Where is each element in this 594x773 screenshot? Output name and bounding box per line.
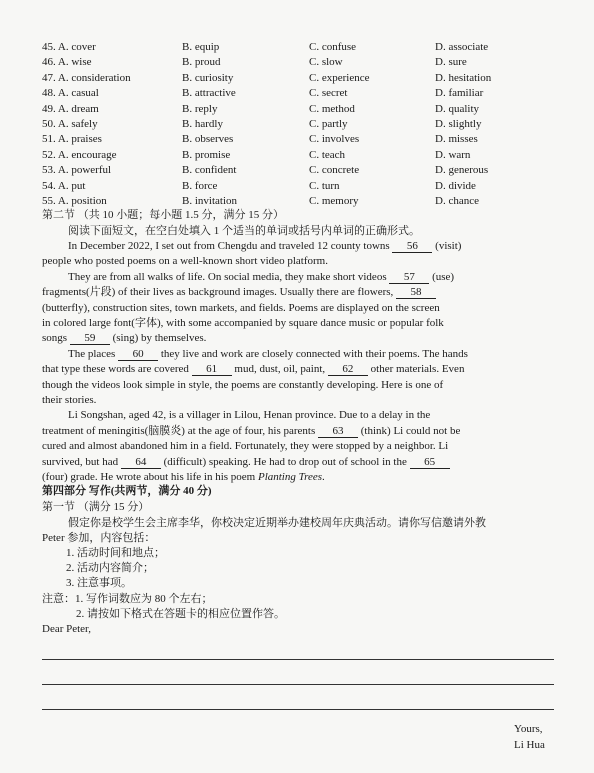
- passage-line: Li Songshan, aged 42, is a villager in Lilou, Henan province. Due to a delay in the: [68, 409, 431, 422]
- blank-63[interactable]: 63: [318, 425, 358, 438]
- choice-option: B. observes: [182, 133, 234, 146]
- choice-option: D. slightly: [435, 117, 482, 130]
- choice-option: D. quality: [435, 102, 479, 115]
- choice-row-55: [42, 194, 582, 209]
- answer-line[interactable]: [42, 684, 554, 685]
- note-line: 注意：1. 写作词数应为 80 个左右；: [42, 593, 213, 605]
- choice-option: C. experience: [309, 71, 370, 84]
- choice-option: C. partly: [309, 117, 348, 130]
- passage-line: [42, 347, 554, 362]
- poem-title: Planting Trees: [257, 471, 323, 484]
- text-run: (four) grade. He wrote about his life in his poem: [42, 471, 258, 484]
- choice-option: B. attractive: [182, 87, 236, 100]
- blank-60[interactable]: 60: [118, 348, 158, 361]
- text-run: survived, but had: [42, 455, 121, 468]
- text-run: (visit): [432, 240, 462, 252]
- passage-line: [42, 455, 554, 470]
- passage-line: in colored large font(字体), with some accompanied by square dance music or popular folk: [42, 317, 444, 330]
- passage-line: [42, 270, 554, 285]
- letter-closing: Yours,: [514, 723, 543, 735]
- passage-line: [42, 239, 554, 254]
- text-run: They are from all walks of life. On social media, they make short videos: [68, 270, 390, 283]
- blank-61[interactable]: 61: [192, 363, 232, 376]
- text-run: (think) Li could not be: [358, 424, 461, 437]
- section2-instruction: 阅读下面短文，在空白处填入 1 个适当的单词或括号内单词的正确形式。: [68, 225, 420, 237]
- choice-option: D. chance: [435, 194, 479, 207]
- choice-option: 49. A. dream: [42, 102, 99, 115]
- choice-option: B. equip: [182, 41, 220, 53]
- answer-line[interactable]: [42, 659, 554, 660]
- choice-option: B. reply: [182, 102, 218, 115]
- blank-57[interactable]: 57: [389, 271, 429, 284]
- blank-58[interactable]: 58: [396, 286, 436, 299]
- choice-option: 55. A. position: [42, 194, 107, 207]
- letter-signature: Li Hua: [514, 739, 545, 751]
- passage-line: cured and almost abandoned him in a field. Fortunately, they were stopped by a neighbor. Li: [42, 440, 449, 453]
- text-run: mud, dust, oil, paint,: [231, 363, 328, 376]
- text-run: .: [322, 471, 325, 484]
- text-run: (difficult) speaking. He had to drop out of school in the: [160, 455, 410, 468]
- passage-line: [42, 362, 554, 377]
- text-run: songs: [42, 332, 70, 345]
- note-line: 2. 请按如下格式在答题卡的相应位置作答。: [76, 608, 285, 620]
- passage-line: (butterfly), construction sites, town markets, and fields. Poems are displayed on the screen: [42, 301, 440, 314]
- choice-option: B. proud: [182, 56, 221, 69]
- choice-option: 45. A. cover: [42, 41, 96, 53]
- choice-row-53: [42, 163, 582, 178]
- choice-table: [42, 40, 582, 209]
- choice-option: D. sure: [435, 56, 467, 69]
- choice-row-48: [42, 86, 582, 101]
- text-run: that type these words are covered: [42, 363, 192, 376]
- passage-line: [42, 331, 554, 346]
- blank-59[interactable]: 59: [70, 332, 110, 345]
- choice-row-47: [42, 71, 582, 86]
- text-run: (sing) by themselves.: [109, 332, 207, 345]
- answer-line[interactable]: [42, 709, 554, 710]
- choice-option: B. curiosity: [182, 71, 234, 84]
- choice-row-50: [42, 117, 582, 132]
- choice-option: D. generous: [435, 164, 489, 177]
- text-run: treatment of meningitis(脑膜炎) at the age of four, his parents: [42, 424, 319, 437]
- choice-option: C. method: [309, 102, 355, 115]
- section2-heading: 第二节 （共 10 小题；每小题 1.5 分，满分 15 分）: [42, 209, 284, 221]
- task-item: 1. 活动时间和地点；: [66, 547, 165, 559]
- passage-line: [42, 285, 554, 300]
- choice-row-51: [42, 132, 582, 147]
- blank-65[interactable]: 65: [410, 456, 450, 469]
- choice-option: B. promise: [182, 148, 231, 161]
- text-run: (use): [429, 270, 455, 283]
- choice-option: C. slow: [309, 56, 343, 69]
- passage-line: [42, 424, 554, 439]
- text-run: The places: [68, 347, 119, 360]
- blank-56[interactable]: 56: [392, 240, 432, 253]
- passage-line: though the videos look simple in style, the poems are constantly developing. Here is one of: [42, 378, 444, 391]
- choice-option: C. involves: [309, 133, 360, 146]
- passage-line: people who posted poems on a well-known short video platform.: [42, 255, 328, 268]
- choice-row-54: [42, 179, 582, 194]
- text-run: In December 2022, I set out from Chengdu and traveled 12 county towns: [68, 240, 393, 252]
- choice-option: C. turn: [309, 179, 340, 192]
- text-run: other materials. Even: [367, 363, 465, 376]
- choice-option: D. associate: [435, 41, 489, 53]
- passage-line: their stories.: [42, 394, 97, 407]
- part4-section1-heading: 第一节 （满分 15 分）: [42, 501, 150, 513]
- text-run: they live and work are closely connected with their poems. The hands: [158, 347, 468, 360]
- choice-option: 52. A. encourage: [42, 148, 117, 161]
- choice-row-49: [42, 102, 582, 117]
- passage: [42, 239, 554, 486]
- letter-greeting: Dear Peter,: [42, 623, 92, 635]
- task-item: 2. 活动内容简介；: [66, 562, 154, 574]
- part4-heading: 第四部分 写作(共两节，满分 40 分): [42, 485, 212, 497]
- choice-option: D. divide: [435, 179, 476, 192]
- choice-option: D. misses: [435, 133, 478, 146]
- choice-option: 47. A. consideration: [42, 71, 131, 84]
- choice-option: D. warn: [435, 148, 471, 161]
- task-line: 假定你是校学生会主席李华，你校决定近期举办建校周年庆典活动。请你写信邀请外教: [68, 517, 486, 529]
- choice-option: C. secret: [309, 87, 348, 100]
- choice-option: D. familiar: [435, 87, 484, 100]
- choice-option: 46. A. wise: [42, 56, 92, 69]
- choice-option: C. concrete: [309, 164, 360, 177]
- choice-option: 54. A. put: [42, 179, 86, 192]
- text-run: fragments(片段) of their lives as background images. Usually there are flowers,: [42, 286, 397, 299]
- choice-option: 53. A. powerful: [42, 164, 112, 177]
- choice-option: B. invitation: [182, 194, 237, 207]
- choice-option: D. hesitation: [435, 71, 492, 84]
- choice-option: B. confident: [182, 164, 237, 177]
- choice-option: 48. A. casual: [42, 87, 99, 100]
- choice-option: C. confuse: [309, 41, 357, 53]
- task-item: 3. 注意事项。: [66, 577, 132, 589]
- choice-option: B. force: [182, 179, 218, 192]
- choice-option: C. memory: [309, 194, 359, 207]
- choice-row-52: [42, 148, 582, 163]
- choice-option: 50. A. safely: [42, 117, 98, 130]
- choice-option: B. hardly: [182, 117, 223, 130]
- blank-64[interactable]: 64: [121, 456, 161, 469]
- choice-option: C. teach: [309, 148, 346, 161]
- choice-row-46: [42, 55, 582, 70]
- choice-row-45: [42, 40, 582, 55]
- blank-62[interactable]: 62: [328, 363, 368, 376]
- task-line: Peter 参加，内容包括：: [42, 532, 156, 544]
- choice-option: 51. A. praises: [42, 133, 102, 146]
